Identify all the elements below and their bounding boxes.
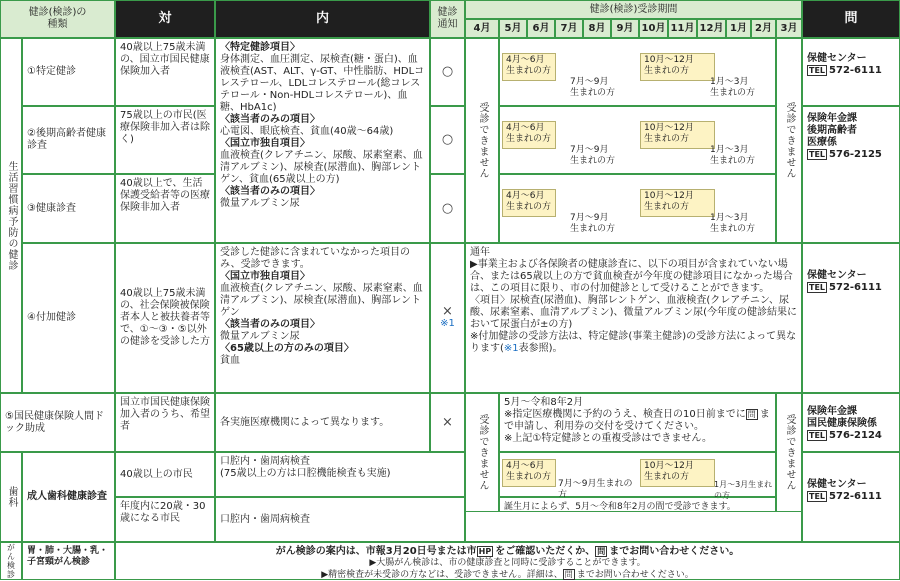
row-content-dock: 各実施医療機関によって異なります。 bbox=[215, 393, 430, 452]
content-text: 心電図、眼底検査、貧血(40歳〜64歳) bbox=[220, 126, 394, 137]
period-kouki bbox=[499, 106, 776, 174]
cannot-label: 受診できません bbox=[477, 102, 488, 179]
birth-bar-a: 4月〜6月 生まれの方 bbox=[502, 459, 556, 487]
dental-period-footer bbox=[465, 512, 802, 542]
cannot-apr-1 bbox=[465, 38, 499, 243]
birth-label-d: 1月〜3月 生まれの方 bbox=[710, 77, 756, 98]
birth-bar-a: 4月〜6月 生まれの方 bbox=[502, 121, 556, 149]
cannot-mar-1 bbox=[776, 38, 802, 243]
period-text: ▶事業主および各保険者の健康診査に、以下の項目が含まれていない場合、または65歳以上の方で貧血検査が今年度の健診項目になかった場合は、この項目に限り、市の付加健診として受けることができます。 bbox=[470, 259, 793, 294]
month-header: 8月 bbox=[583, 19, 611, 38]
note-ref: ※1 bbox=[440, 318, 455, 329]
inquiry-org: 保険年金課 後期高齢者 医療係 bbox=[807, 113, 857, 148]
common-content-block bbox=[215, 38, 430, 243]
row-period-dental-b bbox=[499, 497, 776, 512]
row-name-tokutei: ①特定健診 bbox=[22, 38, 115, 106]
row-notice-dock bbox=[430, 393, 465, 452]
period-kenkou bbox=[499, 174, 776, 243]
inquiry-tel: 576-2124 bbox=[829, 430, 882, 441]
inquiry-icon: 問 bbox=[747, 410, 756, 419]
inquiry-tel: 572-6111 bbox=[829, 491, 882, 502]
header-period: 健診(検診)受診期間 bbox=[465, 0, 802, 19]
month-header: 1月 bbox=[726, 19, 751, 38]
row-notice-kenkou bbox=[430, 174, 465, 243]
month-header: 10月 bbox=[639, 19, 668, 38]
header-content: 内 bbox=[215, 0, 430, 38]
month-header: 5月 bbox=[499, 19, 527, 38]
phone-icon: TEL bbox=[809, 283, 826, 292]
month-header: 12月 bbox=[697, 19, 726, 38]
cancer-info-3 bbox=[120, 569, 895, 581]
inquiry-org: 保健センター bbox=[807, 270, 867, 281]
inquiry-org: 保健センター bbox=[807, 53, 867, 64]
notice-mark: × bbox=[442, 304, 453, 319]
birth-bar-a: 4月〜6月 生まれの方 bbox=[502, 189, 556, 217]
row-name-kenkou: ③健康診査 bbox=[22, 174, 115, 243]
inquiry-tel: 576-2125 bbox=[829, 149, 882, 160]
row-period-fuka bbox=[465, 243, 802, 393]
notice-mark: ○ bbox=[441, 132, 454, 147]
content-heading: 〈該当者のみの項目〉 bbox=[220, 186, 320, 197]
info-text: をご確認いただくか、 bbox=[495, 546, 596, 557]
inquiry-tel: 572-6111 bbox=[829, 282, 882, 293]
row-notice-kouki bbox=[430, 106, 465, 174]
info-text: までお問い合わせください。 bbox=[609, 546, 740, 557]
row-notice-fuka bbox=[430, 243, 465, 393]
info-text: ▶精密検査が未受診の方などは、受診できません。詳細は、 bbox=[321, 570, 563, 580]
row-target-dental-b: 年度内に20歳・30歳になる市民 bbox=[115, 497, 215, 542]
row-name-kouki: ②後期高齢者健康診査 bbox=[22, 106, 115, 174]
info-text: までお問い合わせください。 bbox=[576, 570, 694, 580]
cannot-label: 受診できません bbox=[477, 414, 488, 491]
row-name-dock: ⑤国民健康保険人間ドック助成 bbox=[0, 393, 115, 452]
row-inquiry-dental bbox=[802, 452, 900, 542]
period-head: 5月〜令和8年2月 bbox=[504, 397, 584, 408]
period-text: ※指定医療機関に予約のうえ、検査日の10日前までに bbox=[504, 409, 746, 420]
row-content-dental-b: 口腔内・歯周病検査 bbox=[215, 497, 465, 542]
period-text: まで申請し、利用券の交付を受けてください。 bbox=[504, 409, 770, 432]
row-target-kouki: 75歳以上の市民(医療保険非加入者は除く) bbox=[115, 106, 215, 174]
content-heading: 〈国立市独自項目〉 bbox=[220, 271, 310, 282]
content-heading: 〈国立市独自項目〉 bbox=[220, 138, 310, 149]
row-period-dock bbox=[499, 393, 776, 452]
row-name-fuka: ④付加健診 bbox=[22, 243, 115, 393]
period-note-text: ※付加健診の受診方法は、特定健診(事業主健診)の受診方法によって異なります( bbox=[470, 331, 797, 354]
content-text: (75歳以上の方は口腔機能検査も実施) bbox=[220, 468, 391, 479]
row-inquiry-dock bbox=[802, 393, 900, 452]
row-name-dental: 成人歯科健康診査 bbox=[22, 452, 115, 542]
content-text: 血液検査(クレアチニン、尿酸、尿素窒素、血清アルブミン)、尿検査(尿潜血)、胸部レントゲン bbox=[220, 283, 423, 318]
content-text: 身体測定、血圧測定、尿検査(糖・蛋白)、血液検査(AST、ALT、γ-GT、中性脂肪、HDLコレステロール、LDLコレステロール(総コレステロール・Non-HDLコレステロール)、血糖、HbA1c) bbox=[220, 54, 425, 113]
row-notice-tokutei bbox=[430, 38, 465, 106]
group-cancer-label: がん検診 bbox=[6, 543, 16, 579]
header-inquiry: 問 bbox=[802, 0, 900, 38]
period-items: 〈項目〉尿検査(尿潜血)、胸部レントゲン、血液検査(クレアチニン、尿酸、尿素窒素、血清アルブミン)、微量アルブミン尿(今年度の健診結果において尿蛋白が±の方) bbox=[470, 295, 798, 330]
content-heading: 〈65歳以上の方のみの項目〉 bbox=[220, 343, 354, 354]
period-note bbox=[470, 331, 797, 355]
header-target: 対 bbox=[115, 0, 215, 38]
phone-icon: TEL bbox=[809, 492, 826, 501]
row-content-fuka bbox=[215, 243, 430, 393]
inquiry-icon: 問 bbox=[597, 547, 606, 556]
birth-label-d: 1月〜3月 生まれの方 bbox=[710, 145, 756, 166]
inquiry-icon: 問 bbox=[564, 570, 573, 579]
content-text: 受診した健診に含まれていなかった項目のみ、受診できます。 bbox=[220, 247, 410, 270]
content-text: 微量アルブミン尿 bbox=[220, 198, 300, 209]
group-dental-label: 歯科 bbox=[6, 486, 17, 508]
period-line-1 bbox=[504, 409, 771, 433]
content-text: 貧血 bbox=[220, 355, 240, 366]
birth-label-d: 1月〜3月 生まれの方 bbox=[710, 213, 756, 234]
row-inquiry-fuka bbox=[802, 243, 900, 393]
birth-label-d: 1月〜3月生まれの方 bbox=[714, 480, 773, 500]
row-period-dental-a bbox=[499, 452, 776, 500]
group-lifestyle bbox=[0, 38, 22, 393]
content-text: 口腔内・歯周病検査 bbox=[220, 456, 310, 467]
birth-bar-c: 10月〜12月 生まれの方 bbox=[640, 121, 715, 149]
period-text: 誕生月によらず、5月〜令和8年2月の間で受診できます。 bbox=[504, 502, 736, 512]
cannot-apr-2 bbox=[465, 393, 499, 512]
birth-label-b: 7月〜9月 生まれの方 bbox=[570, 77, 616, 98]
header-type: 健診(検診)の 種類 bbox=[0, 0, 115, 38]
notice-mark: ○ bbox=[441, 200, 454, 216]
row-target-kenkou: 40歳以上で、生活保護受給者等の医療保険非加入者 bbox=[115, 174, 215, 243]
notice-mark: ○ bbox=[441, 64, 454, 79]
month-header: 3月 bbox=[776, 19, 802, 38]
phone-icon: TEL bbox=[809, 431, 826, 440]
cannot-label: 受診できません bbox=[784, 414, 795, 491]
birth-bar-a: 4月〜6月 生まれの方 bbox=[502, 53, 556, 81]
month-header: 9月 bbox=[611, 19, 639, 38]
birth-bar-c: 10月〜12月 生まれの方 bbox=[640, 459, 715, 487]
cannot-label: 受診できません bbox=[784, 102, 795, 179]
row-info-cancer bbox=[115, 542, 900, 580]
birth-label-b: 7月〜9月生まれの方 bbox=[558, 479, 633, 500]
content-text: 微量アルブミン尿 bbox=[220, 331, 300, 342]
month-header: 11月 bbox=[668, 19, 697, 38]
row-target-tokutei: 40歳以上75歳未満の、国立市国民健康保険加入者 bbox=[115, 38, 215, 106]
header-notice: 健診 通知 bbox=[430, 0, 465, 38]
notice-mark: × bbox=[442, 414, 453, 430]
month-header: 4月 bbox=[465, 19, 499, 38]
cannot-mar-2 bbox=[776, 393, 802, 512]
row-content-dental-a bbox=[215, 452, 465, 497]
row-target-dock: 国立市国民健康保険加入者のうち、希望者 bbox=[115, 393, 215, 452]
group-lifestyle-label: 生活習慣病予防の健診 bbox=[6, 160, 17, 271]
inquiry-tel: 572-6111 bbox=[829, 65, 882, 76]
month-header: 2月 bbox=[751, 19, 776, 38]
cancer-info-2: ▶大腸がん検診は、市の健康診査と同時に受診することができます。 bbox=[369, 558, 646, 568]
inquiry-org: 保健センター bbox=[807, 479, 867, 490]
website-icon: HP bbox=[478, 547, 492, 556]
birth-label-b: 7月〜9月 生まれの方 bbox=[570, 213, 616, 234]
note-ref: ※1 bbox=[503, 343, 519, 354]
row-target-fuka: 40歳以上75歳未満の、社会保険被保険者本人と被扶養者等で、①〜③・⑤以外の健診を受診した方 bbox=[115, 243, 215, 393]
row-name-cancer: 胃・肺・大腸・乳・子宮頸がん検診 bbox=[22, 542, 115, 580]
row-inquiry-kouki bbox=[802, 106, 900, 243]
row-inquiry-tokutei bbox=[802, 38, 900, 106]
content-heading: 〈該当者のみの項目〉 bbox=[220, 114, 320, 125]
cancer-info-main bbox=[120, 546, 895, 558]
month-header: 6月 bbox=[527, 19, 555, 38]
group-dental bbox=[0, 452, 22, 542]
content-text: 血液検査(クレアチニン、尿酸、尿素窒素、血清アルブミン)、尿検査(尿潜血)、胸部レントゲン、貧血(65歳以上の方) bbox=[220, 150, 423, 185]
content-heading: 〈特定健診項目〉 bbox=[220, 42, 300, 53]
period-head: 通年 bbox=[470, 247, 490, 258]
info-text: がん検診の案内は、市報3月20日号または市 bbox=[275, 546, 477, 557]
period-line-2: ※上記①特定健診との重複受診はできません。 bbox=[504, 433, 712, 444]
period-note-end: 表参照)。 bbox=[518, 343, 563, 354]
content-heading: 〈該当者のみの項目〉 bbox=[220, 319, 320, 330]
phone-icon: TEL bbox=[809, 150, 826, 159]
group-cancer bbox=[0, 542, 22, 580]
inquiry-org: 保険年金課 国民健康保険係 bbox=[807, 406, 877, 429]
birth-bar-c: 10月〜12月 生まれの方 bbox=[640, 53, 715, 81]
birth-bar-c: 10月〜12月 生まれの方 bbox=[640, 189, 715, 217]
row-target-dental-a: 40歳以上の市民 bbox=[115, 452, 215, 497]
period-tokutei bbox=[499, 38, 776, 106]
phone-icon: TEL bbox=[809, 66, 826, 75]
birth-label-b: 7月〜9月 生まれの方 bbox=[570, 145, 616, 166]
month-header: 7月 bbox=[555, 19, 583, 38]
